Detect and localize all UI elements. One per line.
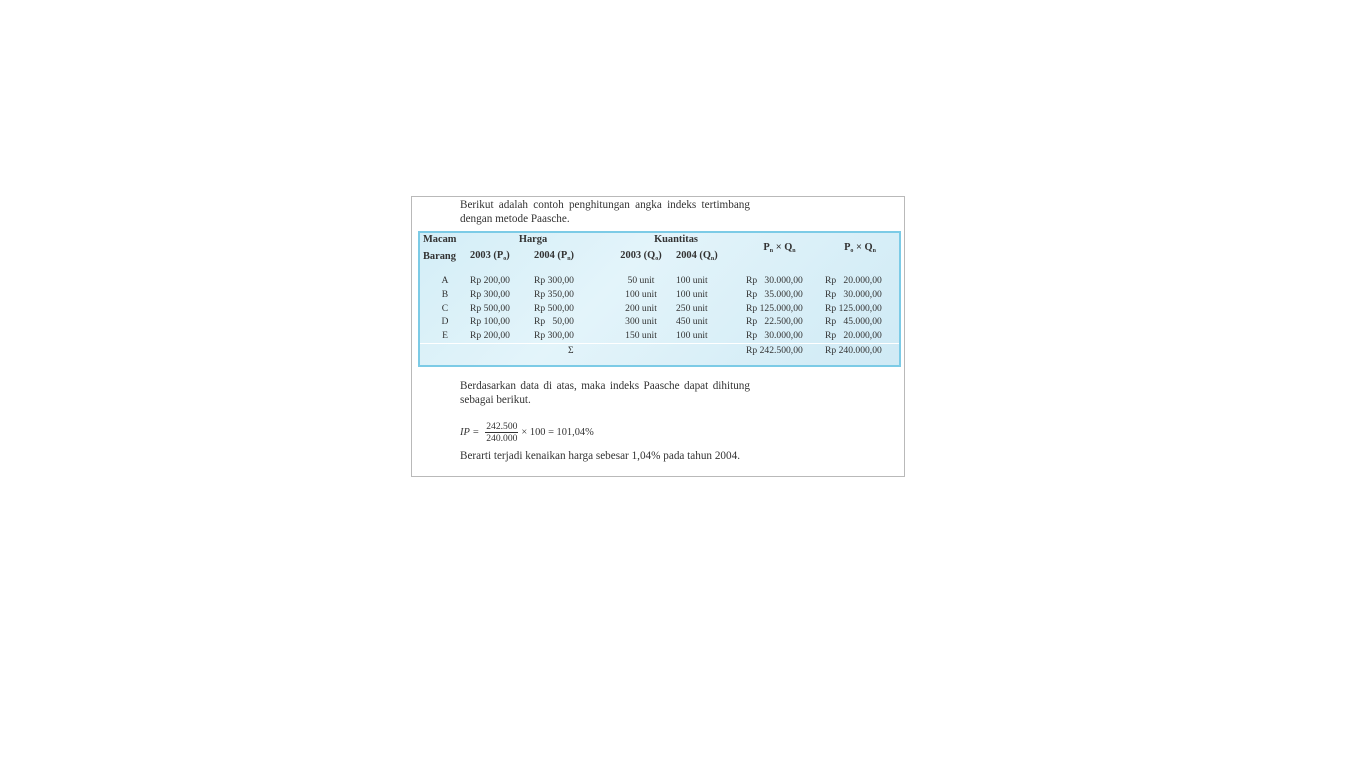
cell-p0: Rp 200,00 xyxy=(470,275,510,286)
cell-item: A xyxy=(441,275,449,286)
header-harga-2004: 2004 $(P_n)$ xyxy=(534,250,574,262)
cell-pn: Rp 50,00 xyxy=(534,316,574,328)
cell-qn: 100 unit xyxy=(676,275,708,286)
formula-denominator: 240.000 xyxy=(486,432,518,444)
cell-pn: Rp 300,00 xyxy=(534,275,574,286)
cell-item: B xyxy=(441,288,449,300)
paasche-table xyxy=(420,233,899,358)
header-kuantitas: Kuantitas xyxy=(654,234,698,245)
header-p0-qn: $P_o \times Q_n$ xyxy=(844,242,876,254)
cell-p0qn: Rp 20.000,00 xyxy=(825,275,882,286)
formula-rhs: × 100 = 101,04% xyxy=(521,426,594,438)
cell-q0: 300 unit xyxy=(625,316,657,328)
cell-p0qn: Rp 125.000,00 xyxy=(825,302,882,314)
cell-pnqn: Rp 30.000,00 xyxy=(746,330,803,342)
cell-item: D xyxy=(441,316,449,328)
header-pn-qn: $P_n \times Q_n$ xyxy=(763,242,796,254)
formula-fraction xyxy=(485,421,518,444)
sum-row xyxy=(420,343,899,357)
cell-qn: 100 unit xyxy=(676,288,708,300)
paasche-formula xyxy=(460,419,594,445)
conclusion-paragraph: Berarti terjadi kenaikan harga sebesar 1,04% pada tahun 2004. xyxy=(460,450,740,462)
sum-p0qn: Rp 240.000,00 xyxy=(825,343,899,357)
cell-item: E xyxy=(442,330,448,342)
intro-paragraph: Berikut adalah contoh penghitungan angka indeks tertimbang dengan metode Paasche. xyxy=(460,199,750,225)
sum-symbol: Σ xyxy=(534,343,676,357)
table-row xyxy=(420,315,899,329)
table-row xyxy=(420,288,899,302)
cell-p0: Rp 100,00 xyxy=(470,316,510,328)
header-macam: Macam xyxy=(423,234,457,245)
header-barang: Barang xyxy=(423,250,456,262)
sum-pnqn: Rp 242.500,00 xyxy=(746,343,825,357)
header-kuantitas-2003: 2003 $(Q_o)$ xyxy=(620,250,662,262)
cell-pnqn: Rp 22.500,00 xyxy=(746,316,803,328)
cell-p0: Rp 300,00 xyxy=(470,288,510,300)
cell-p0qn: Rp 20.000,00 xyxy=(825,330,882,342)
cell-p0: Rp 200,00 xyxy=(470,330,510,342)
cell-pn: Rp 350,00 xyxy=(534,288,574,300)
cell-p0qn: Rp 45.000,00 xyxy=(825,316,882,328)
cell-pn: Rp 300,00 xyxy=(534,330,574,342)
cell-qn: 450 unit xyxy=(676,316,708,328)
cell-q0: 150 unit xyxy=(625,330,657,342)
formula-numerator: 242.500 xyxy=(486,420,518,432)
cell-q0: 50 unit xyxy=(627,275,655,286)
cell-pnqn: Rp 125.000,00 xyxy=(746,302,803,314)
cell-pn: Rp 500,00 xyxy=(534,302,574,314)
cell-p0qn: Rp 30.000,00 xyxy=(825,288,882,300)
header-harga: Harga xyxy=(518,234,548,245)
cell-q0: 100 unit xyxy=(625,288,657,300)
cell-qn: 100 unit xyxy=(676,330,708,342)
cell-item: C xyxy=(441,302,449,314)
table-row xyxy=(420,274,899,288)
header-harga-2003: 2003 $(P_o)$ xyxy=(470,250,510,262)
document-page xyxy=(411,196,905,477)
table-row xyxy=(420,329,899,343)
cell-qn: 250 unit xyxy=(676,302,708,314)
paasche-table-box xyxy=(418,231,901,367)
cell-q0: 200 unit xyxy=(625,302,657,314)
table-row xyxy=(420,302,899,316)
header-row-top xyxy=(420,233,899,247)
cell-pnqn: Rp 35.000,00 xyxy=(746,288,803,300)
formula-lhs: IP = xyxy=(460,426,480,438)
cell-pnqn: Rp 30.000,00 xyxy=(746,275,803,286)
cell-p0: Rp 500,00 xyxy=(470,302,510,314)
header-kuantitas-2004: 2004 $(Q_n)$ xyxy=(676,250,718,262)
explanation-paragraph: Berdasarkan data di atas, maka indeks Paasche dapat dihitung sebagai berikut. xyxy=(460,380,750,406)
